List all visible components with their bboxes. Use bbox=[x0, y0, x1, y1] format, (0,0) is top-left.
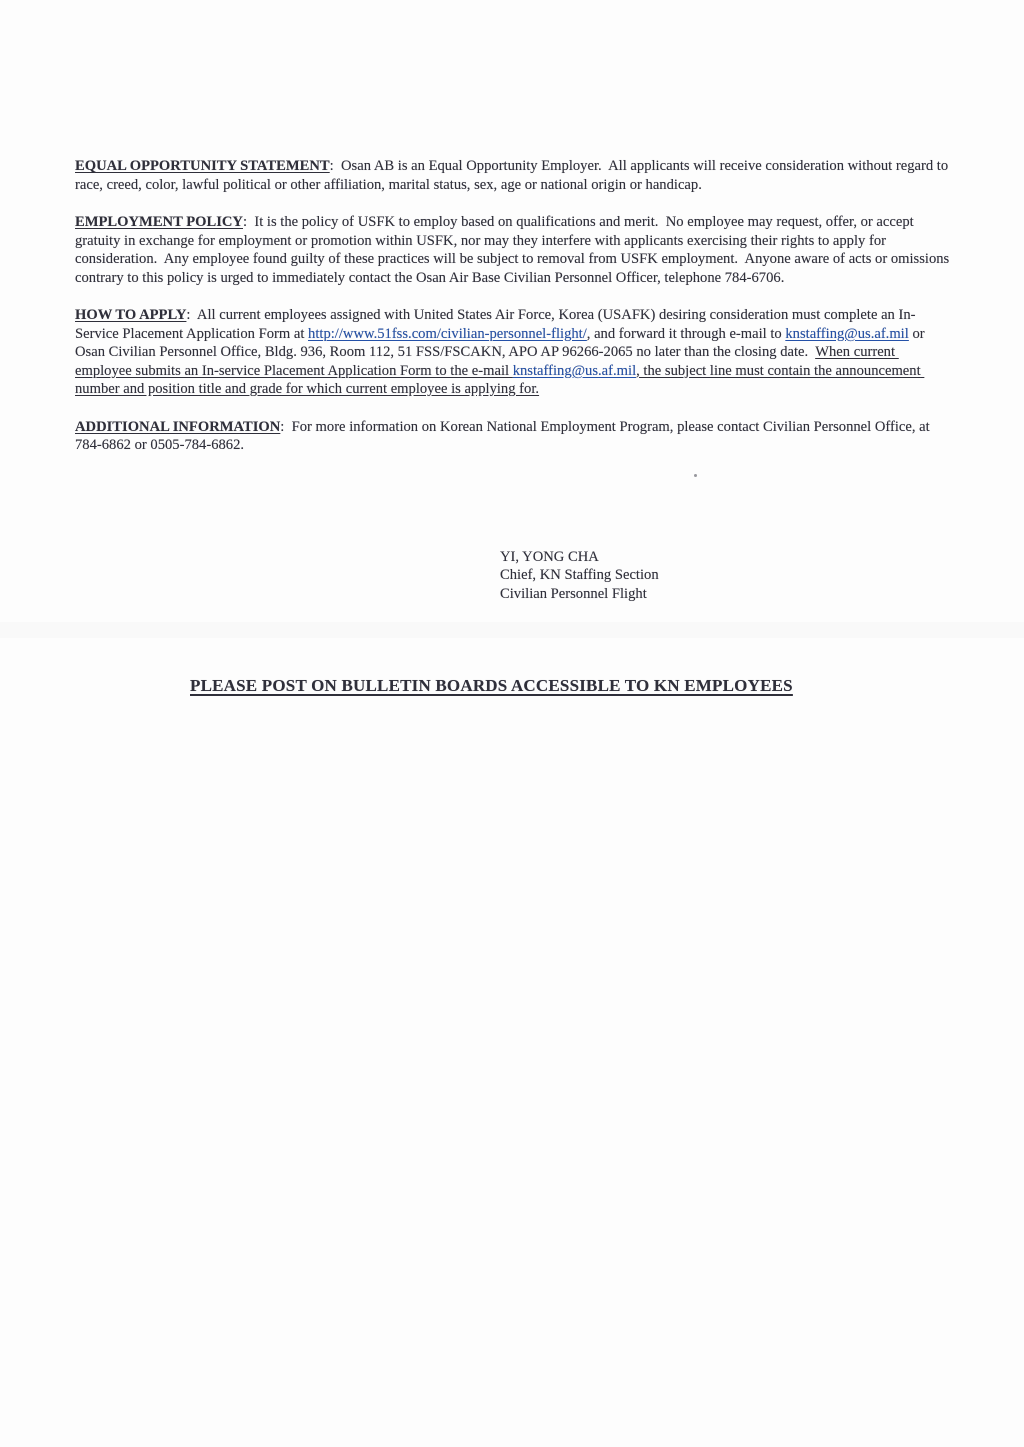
how-to-apply-address-text: or Osan Civilian Personnel Office, Bldg. 936, Room 112, 51 FSS/FSCAKN, APO AP 96266-2065 no later than the closing date. bbox=[75, 325, 929, 360]
employment-policy-text: : It is the policy of USFK to employ based on qualifications and merit. No employee may request, offer, or accept gratuity in exchange for employment or promotion within USFK, nor may they interfere with applicants exercising their rights to apply for consideration. Any employee found guilty of these practices will be subject to removal from USFK employment. Anyone aware of acts or omissions contrary to this policy is urged to immediately contact the Osan Air Base Civilian Personnel Officer, telephone 784-6706. bbox=[75, 214, 953, 286]
paragraph-equal-opportunity-statement bbox=[75, 157, 953, 194]
paragraph-employment-policy bbox=[75, 213, 953, 287]
paragraph-how-to-apply bbox=[75, 306, 953, 399]
signatory-name: YI, YONG CHA bbox=[500, 548, 599, 565]
employment-policy-heading: EMPLOYMENT POLICY bbox=[75, 214, 243, 230]
additional-information-text: : For more information on Korean National Employment Program, please contact Civilian Personnel Office, at 784-6862 or 0505-784-6862. bbox=[75, 418, 934, 453]
how-to-apply-underlined-instruction-end: , the subject line must contain the announcement number and position title and grade for which current employee is applying for. bbox=[75, 362, 925, 397]
how-to-apply-after-website-text: , and forward it through e-mail to bbox=[586, 325, 786, 342]
additional-information-heading: ADDITIONAL INFORMATION bbox=[75, 418, 281, 435]
signatory-title: Chief, KN Staffing Section bbox=[500, 567, 659, 583]
scan-artifact-dot bbox=[694, 474, 697, 477]
civilian-personnel-flight-website-link[interactable]: http://www.51fss.com/civilian-personnel-flight/ bbox=[308, 325, 587, 342]
bulletin-board-notice-text: PLEASE POST ON BULLETIN BOARDS ACCESSIBLE TO KN EMPLOYEES bbox=[190, 676, 793, 695]
how-to-apply-underlined-instruction-start: When current employee submits an In-service Placement Application Form to the e-mail bbox=[75, 344, 899, 379]
how-to-apply-heading: HOW TO APPLY bbox=[75, 307, 187, 323]
signature-block bbox=[500, 548, 953, 604]
paragraph-additional-information bbox=[75, 418, 953, 455]
document-body bbox=[75, 157, 953, 696]
equal-opportunity-text: : Osan AB is an Equal Opportunity Employer. All applicants will receive consideration without regard to race, creed, color, lawful political or other affiliation, marital status, sex, age or national origin or handicap. bbox=[75, 158, 952, 193]
equal-opportunity-heading: EQUAL OPPORTUNITY STATEMENT bbox=[75, 158, 330, 174]
signatory-unit: Civilian Personnel Flight bbox=[500, 585, 647, 602]
bulletin-board-notice bbox=[190, 677, 953, 696]
how-to-apply-intro-text: : All current employees assigned with United States Air Force, Korea (USAFK) desiring consideration must complete an In-Service Placement Application Form at bbox=[75, 307, 916, 342]
knstaffing-email-link-1[interactable]: knstaffing@us.af.mil bbox=[785, 325, 909, 342]
knstaffing-email-link-2[interactable]: knstaffing@us.af.mil bbox=[512, 362, 637, 379]
